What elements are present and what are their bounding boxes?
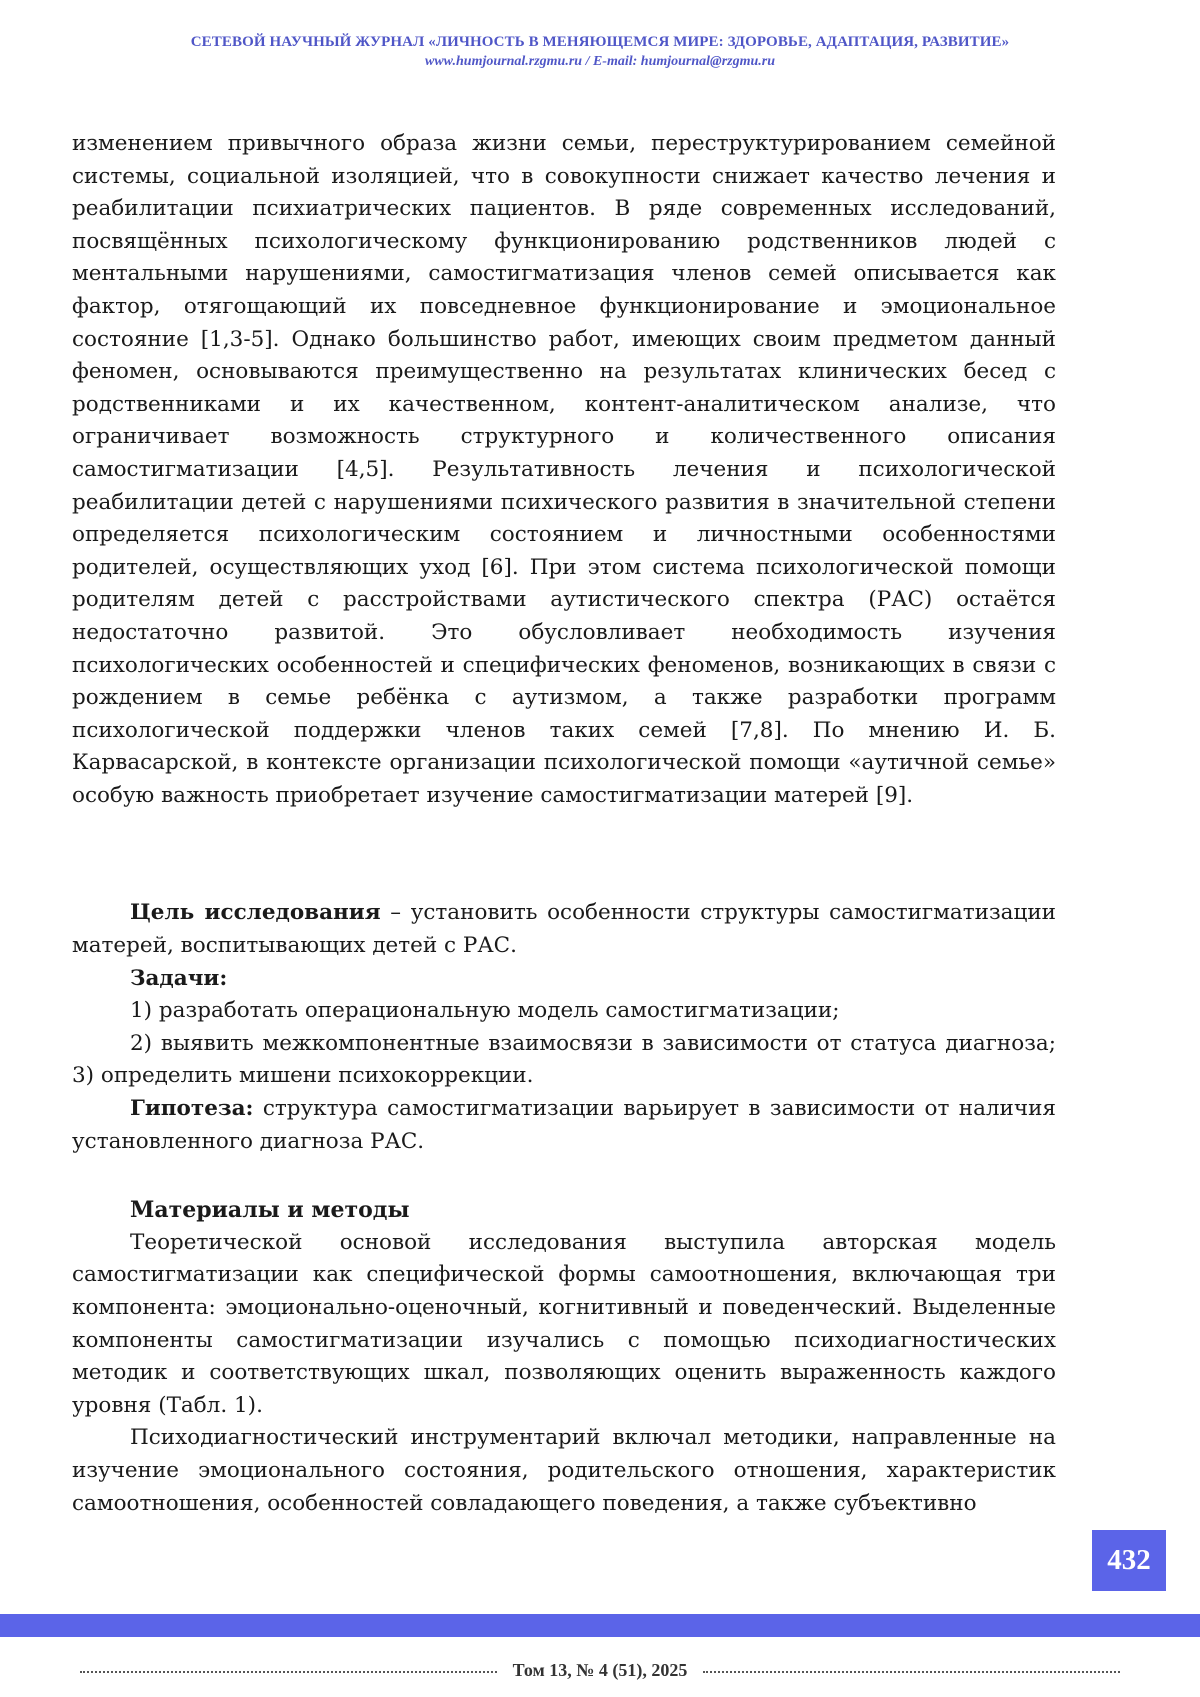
tasks-heading — [72, 963, 1056, 996]
issue-info: Том 13, № 4 (51), 2025 — [512, 1660, 688, 1680]
tasks-label: Задачи: — [130, 965, 228, 991]
task-item-1: 1) разработать операциональную модель самостигматизации; — [130, 998, 840, 1024]
methods-paragraph-1: Теоретической основой исследования выступила авторская модель самостигматизации как специфической формы самоотношения, включающая три компонента: эмоционально-оценочный, когнитивный и поведенческий. Выделенные компоненты самостигматизации изучались с помощью психодиагностических методик и соответствующих шкал, позволяющих оценить выраженность каждого уровня (Табл. 1). — [72, 1229, 1056, 1418]
footer — [80, 1660, 1120, 1681]
goal-paragraph — [72, 897, 1056, 962]
journal-contacts: www.humjournal.rzgmu.ru / E-mail: humjournal@rzgmu.ru — [425, 54, 775, 69]
hypothesis-label: Гипотеза: — [130, 1096, 254, 1122]
footer-dots-left — [80, 1671, 497, 1673]
section-title: Материалы и методы — [130, 1197, 410, 1224]
hypothesis-text: структура самостигматизации варьирует в зависимости от наличия установленного диагноза РАС. — [72, 1096, 1056, 1154]
methods-paragraph-2: Психодиагностический инструментарий включал методики, направленные на изучение эмоционального состояния, родительского отношения, характеристик самоотношения, особенностей совладающего поведения, а также субъективно — [72, 1425, 1056, 1516]
footer-bar — [0, 1614, 1200, 1637]
task-item-2-3: 2) выявить межкомпонентные взаимосвязи в зависимости от статуса диагноза; 3) определить мишени психокоррекции. — [72, 1030, 1056, 1089]
article-body — [72, 128, 1056, 1520]
goal-label: Цель исследования — [130, 900, 381, 926]
intro-paragraph: изменением привычного образа жизни семьи, переструктурированием семейной системы, социальной изоляцией, что в совокупности снижает качество лечения и реабилитации психиатрических пациентов. В ряде современных исследований, посвящённых психологическому функционированию родственников людей с ментальными нарушениями, самостигматизация членов семей описывается как фактор, отягощающий их повседневное функционирование и эмоциональное состояние [1,3-5]. Однако большинство работ, имеющих своим предметом данный феномен, основываются преимущественно на результатах клинических бесед с родственниками и их качественном, контент-аналитическом анализе, что ограничивает возможность структурного и количественного описания самостигматизации [4,5]. Результативность лечения и психологической реабилитации детей с нарушениями психического развития в значительной степени определяется психологическим состоянием и личностными особенностями родителей, осуществляющих уход [6]. При этом система психологической помощи родителям детей с расстройствами аутистического спектра (РАС) остаётся недостаточно развитой. Это обусловливает необходимость изучения психологических особенностей и специфических феноменов, возникающих в связи с рождением в семье ребёнка с аутизмом, а также разработки программ психологической поддержки членов таких семей [7,8]. По мнению И. Б. Карвасарской, в контексте организации психологической помощи «аутичной семье» особую важность приобретает изучение самостигматизации матерей [9]. — [72, 131, 1056, 808]
footer-dots-right — [703, 1671, 1120, 1673]
hypothesis-paragraph — [72, 1093, 1056, 1158]
goal-text: – установить особенности структуры самостигматизации матерей, воспитывающих детей с РАС. — [72, 900, 1056, 959]
journal-header — [0, 34, 1200, 70]
journal-title: СЕТЕВОЙ НАУЧНЫЙ ЖУРНАЛ «ЛИЧНОСТЬ В МЕНЯЮЩЕМСЯ МИРЕ: ЗДОРОВЬЕ, АДАПТАЦИЯ, РАЗВИТИЕ» — [190, 34, 1010, 50]
page-number: 432 — [1092, 1530, 1166, 1591]
